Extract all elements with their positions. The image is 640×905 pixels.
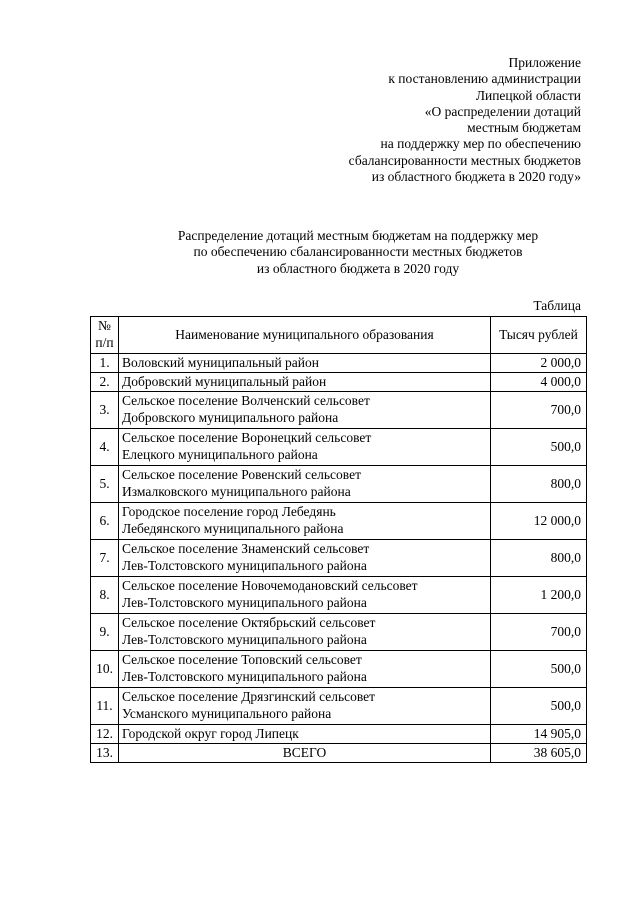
row-number: 2. <box>91 373 119 392</box>
row-value: 500,0 <box>491 688 587 725</box>
table-row <box>91 466 587 503</box>
table-row <box>91 392 587 429</box>
appendix-line: Липецкой области <box>475 87 581 103</box>
row-name-line: Городское поселение город Лебедянь <box>122 504 336 520</box>
row-name-line: Сельское поселение Знаменский сельсовет <box>122 541 370 557</box>
title-line: Распределение дотаций местным бюджетам на поддержку мер <box>177 228 539 243</box>
row-name-line: Лев-Толстовского муниципального района <box>122 558 367 573</box>
document-title <box>148 228 568 277</box>
row-number: 1. <box>91 354 119 373</box>
distribution-table <box>90 316 587 763</box>
table-row <box>91 577 587 614</box>
row-name <box>119 466 491 503</box>
table-label: Таблица <box>533 298 581 313</box>
row-number: 12. <box>91 725 119 744</box>
table-row <box>91 354 587 373</box>
table-row <box>91 688 587 725</box>
row-name <box>119 725 491 744</box>
row-name-line: Сельское поселение Новочемодановский сельсовет <box>122 578 418 594</box>
row-name <box>119 577 491 614</box>
table-row <box>91 540 587 577</box>
title-line: из областного бюджета в 2020 году <box>256 260 460 276</box>
title-line: по обеспечению сбалансированности местных бюджетов <box>193 244 523 260</box>
row-number: 7. <box>91 540 119 577</box>
row-name-line: Городской округ город Липецк <box>122 725 299 741</box>
appendix-block <box>349 55 581 185</box>
total-value: 38 605,0 <box>491 744 587 763</box>
row-number: 8. <box>91 577 119 614</box>
row-number: 6. <box>91 503 119 540</box>
table-row <box>91 429 587 466</box>
row-value: 800,0 <box>491 540 587 577</box>
row-name <box>119 373 491 392</box>
row-name-line: Сельское поселение Топовский сельсовет <box>122 652 362 668</box>
total-label: ВСЕГО <box>119 744 491 763</box>
total-row <box>91 744 587 763</box>
appendix-line: местным бюджетам <box>467 120 581 136</box>
row-name-line: Добровского муниципального района <box>122 410 339 425</box>
row-value: 700,0 <box>491 614 587 651</box>
row-name-line: Лебедянского муниципального района <box>122 521 344 536</box>
row-name-line: Лев-Толстовского муниципального района <box>122 669 367 684</box>
table-row <box>91 614 587 651</box>
table-header-row <box>91 317 587 354</box>
row-value: 700,0 <box>491 392 587 429</box>
row-value: 1 200,0 <box>491 577 587 614</box>
row-name-line: Сельское поселение Дрязгинский сельсовет <box>122 689 376 705</box>
row-value: 2 000,0 <box>491 354 587 373</box>
row-number: 9. <box>91 614 119 651</box>
appendix-line: сбалансированности местных бюджетов <box>348 152 581 168</box>
appendix-line: на поддержку мер по обеспечению <box>380 136 581 152</box>
row-name-line: Сельское поселение Ровенский сельсовет <box>122 467 361 483</box>
table-row <box>91 503 587 540</box>
row-number: 11. <box>91 688 119 725</box>
row-name-line: Елецкого муниципального района <box>122 447 318 462</box>
table-row <box>91 373 587 392</box>
appendix-line: Приложение <box>508 55 581 70</box>
row-name-line: Сельское поселение Волченский сельсовет <box>122 393 370 409</box>
total-number: 13. <box>91 744 119 763</box>
row-name <box>119 651 491 688</box>
row-value: 500,0 <box>491 651 587 688</box>
table-row <box>91 725 587 744</box>
row-name-line: Измалковского муниципального района <box>122 484 351 499</box>
row-name <box>119 503 491 540</box>
row-name-line: Лев-Толстовского муниципального района <box>122 595 367 610</box>
row-number: 4. <box>91 429 119 466</box>
row-name-line: Добровский муниципальный район <box>122 373 327 389</box>
row-name <box>119 429 491 466</box>
row-name-line: Воловский муниципальный район <box>122 354 319 370</box>
row-name <box>119 354 491 373</box>
row-value: 500,0 <box>491 429 587 466</box>
row-name <box>119 392 491 429</box>
header-name: Наименование муниципального образования <box>119 317 491 354</box>
row-name-line: Сельское поселение Октябрьский сельсовет <box>122 615 376 631</box>
row-name <box>119 614 491 651</box>
row-name-line: Сельское поселение Воронецкий сельсовет <box>122 430 372 446</box>
row-name-line: Лев-Толстовского муниципального района <box>122 632 367 647</box>
header-num: № п/п <box>91 317 119 354</box>
row-value: 4 000,0 <box>491 373 587 392</box>
appendix-line: из областного бюджета в 2020 году» <box>371 169 581 185</box>
appendix-line: к постановлению администрации <box>388 71 581 87</box>
row-value: 12 000,0 <box>491 503 587 540</box>
row-name-line: Усманского муниципального района <box>122 706 332 721</box>
row-value: 800,0 <box>491 466 587 503</box>
row-name <box>119 688 491 725</box>
row-number: 5. <box>91 466 119 503</box>
row-number: 3. <box>91 392 119 429</box>
row-name <box>119 540 491 577</box>
header-value: Тысяч рублей <box>491 317 587 354</box>
appendix-line: «О распределении дотаций <box>424 103 581 119</box>
row-value: 14 905,0 <box>491 725 587 744</box>
row-number: 10. <box>91 651 119 688</box>
table-row <box>91 651 587 688</box>
